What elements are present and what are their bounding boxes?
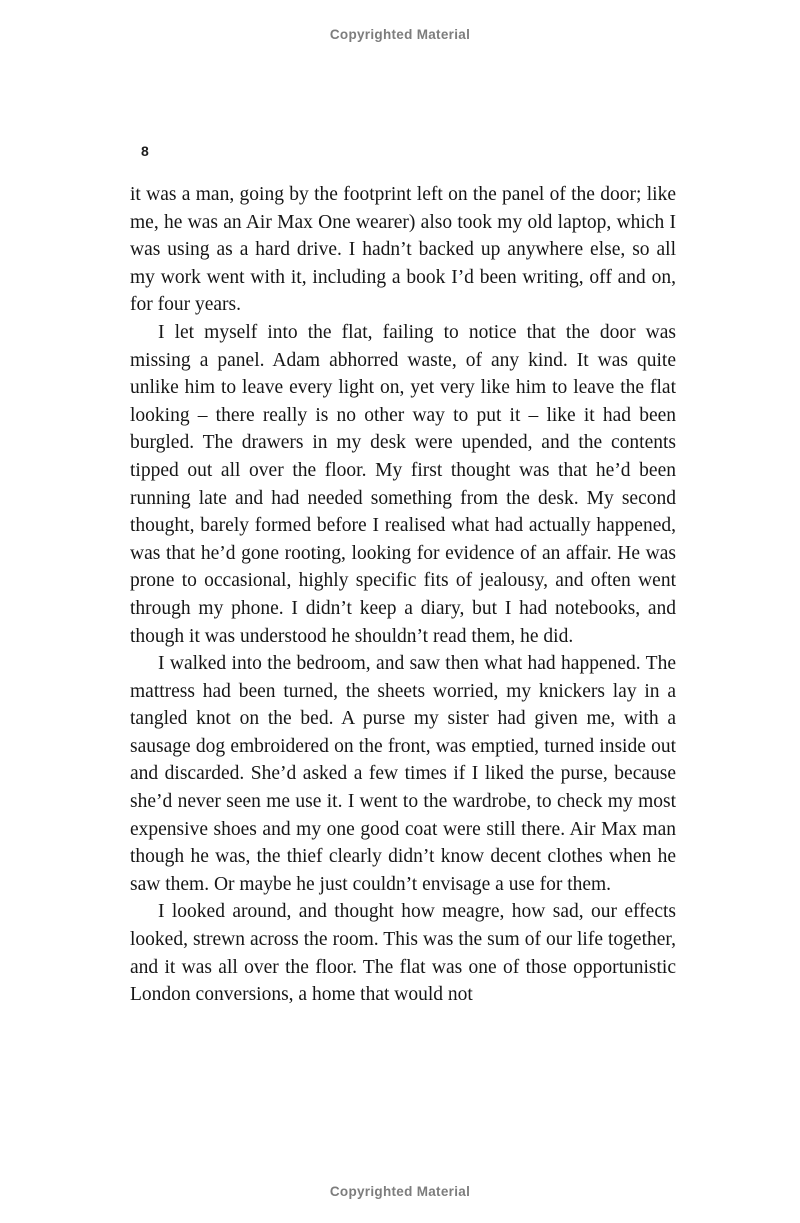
body-text	[130, 181, 676, 1009]
copyright-watermark-top: Copyrighted Material	[329, 27, 471, 42]
paragraph: it was a man, going by the footprint left on the panel of the door; like me, he was an Air Max One wearer) also took my old laptop, which I was using as a hard drive. I hadn’t backed up anywhere else, so all my work went with it, including a book I’d been writing, off and on, for four years.	[130, 184, 676, 316]
paragraph: I let myself into the flat, failing to notice that the door was missing a panel. Adam abhorred waste, of any kind. It was quite unlike him to leave every light on, yet very like him to leave the flat looking – there really is no other way to put it – like it had been burgled. The drawers in my desk were upended, and the contents tipped out all over the floor. My first thought was that he’d been running late and had needed something from the desk. My second thought, barely formed before I realised what had actually happened, was that he’d gone rooting, looking for evidence of an affair. He was prone to occasional, highly specific fits of jealousy, and often went through my phone. I didn’t keep a diary, but I had notebooks, and though it was understood he shouldn’t read them, he did.	[130, 321, 676, 647]
paragraph: I looked around, and thought how meagre, how sad, our effects looked, strewn across the room. This was the sum of our life together, and it was all over the floor. The flat was one of those opportunistic London conversions, a home that would not	[130, 901, 676, 1006]
copyright-watermark-bottom: Copyrighted Material	[329, 1184, 471, 1199]
paragraph: I walked into the bedroom, and saw then what had happened. The mattress had been turned, the sheets worried, my knickers lay in a tangled knot on the bed. A purse my sister had given me, with a sausage dog embroidered on the front, was emptied, turned inside out and discarded. She’d asked a few times if I liked the purse, because she’d never seen me use it. I went to the wardrobe, to check my most expensive shoes and my one good coat were still there. Air Max man though he was, the thief clearly didn’t know decent clothes when he saw them. Or maybe he just couldn’t envisage a use for them.	[130, 653, 676, 895]
page-number: 8	[141, 143, 149, 159]
